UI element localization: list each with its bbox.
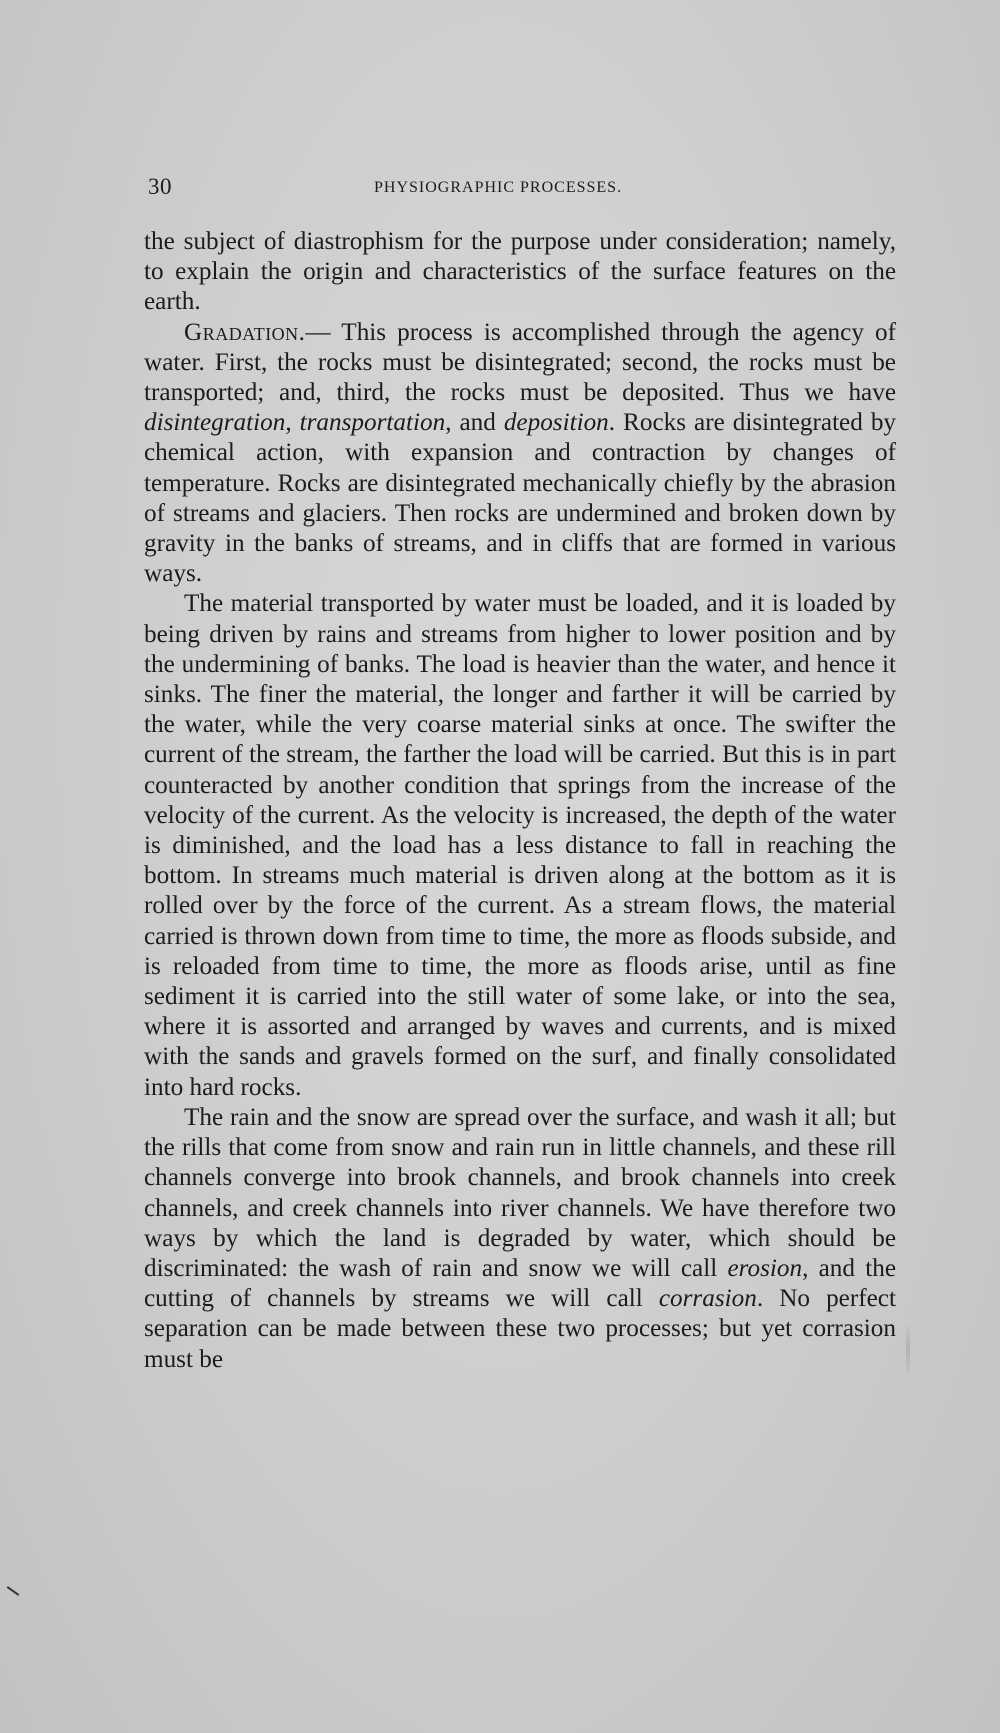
paragraph-text: — This process is accomplished through the agency of water. First, the rocks must be disintegrated; second, the rocks must be transported; and, third, the rocks must be deposited. Thus we have: [144, 318, 896, 407]
page-header: [148, 174, 898, 204]
paragraph-text: . Rocks are disintegrated by chemical action, with expansion and contraction by changes of temperature. Rocks are disintegrated mechanically chiefly by the abrasion of streams and glaciers. Then rocks are undermined and broken down by gravity in the banks of streams, and in cliffs that are formed in various ways.: [144, 409, 897, 588]
emphasis-term: transportation: [299, 409, 446, 437]
emphasis-term: deposition: [503, 409, 609, 437]
paragraph-transport: The material transported by water must be loaded, and it is loaded by being driven by rains and streams from higher to lower position and by the undermining of banks. The load is heavier than the water, and hence it sinks. The finer the material, the longer and farther it will be carried by the water, while the very coarse material sinks at once. The swifter the current of the stream, the farther the load will be carried. But this is in part counteracted by another condition that springs from the increase of the velocity of the current. As the velocity is increased, the depth of the water is diminished, and the load has a less distance to fall in reaching the bottom. In streams much material is driven along at the bottom as it is rolled over by the force of the current. As a stream flows, the material carried is thrown down from time to time, the more as floods subside, and is reloaded from time to time, the more as floods arise, until as fine sediment it is carried into the still water of some lake, or into the sea, where it is assorted and arranged by waves and currents, and is mixed with the sands and gravels formed on the surf, and finally consolidated into hard rocks.: [144, 590, 896, 1101]
paragraph-continuation: the subject of diastrophism for the purpose under consideration; namely, to explain the origin and characteristics of the surface features on the earth.: [144, 228, 896, 316]
paragraph-text: . No perfect separation can be made between these two processes; but yet corrasion must be: [144, 1285, 896, 1373]
body-text: [144, 227, 896, 1375]
paragraph-text: The rain and the snow are spread over the surface, and wash it all; but the rills that come from snow and rain run in little channels, and these rill channels converge into brook channels, and brook channels into creek channels, and creek channels into river channels. We have therefore two ways by which the land is degraded by water, which should be discriminated: the wash of rain and snow we will call: [144, 1103, 896, 1282]
corner-mark: [7, 1586, 20, 1596]
separator-text: ,: [285, 409, 300, 437]
paragraph-erosion: [144, 1103, 896, 1375]
page-smudge: [906, 1326, 910, 1374]
paragraph-text: , and the cutting of channels by streams we will call: [144, 1254, 896, 1313]
emphasis-term: disintegration: [144, 409, 286, 437]
running-head: PHYSIOGRAPHIC PROCESSES.: [374, 179, 623, 196]
section-heading-gradation: Gradation.: [184, 318, 306, 346]
emphasis-term: corrasion: [658, 1285, 757, 1313]
emphasis-term: erosion: [727, 1254, 803, 1282]
paragraph-gradation: [144, 318, 896, 590]
page-number: 30: [148, 174, 172, 199]
separator-text: , and: [445, 409, 504, 437]
